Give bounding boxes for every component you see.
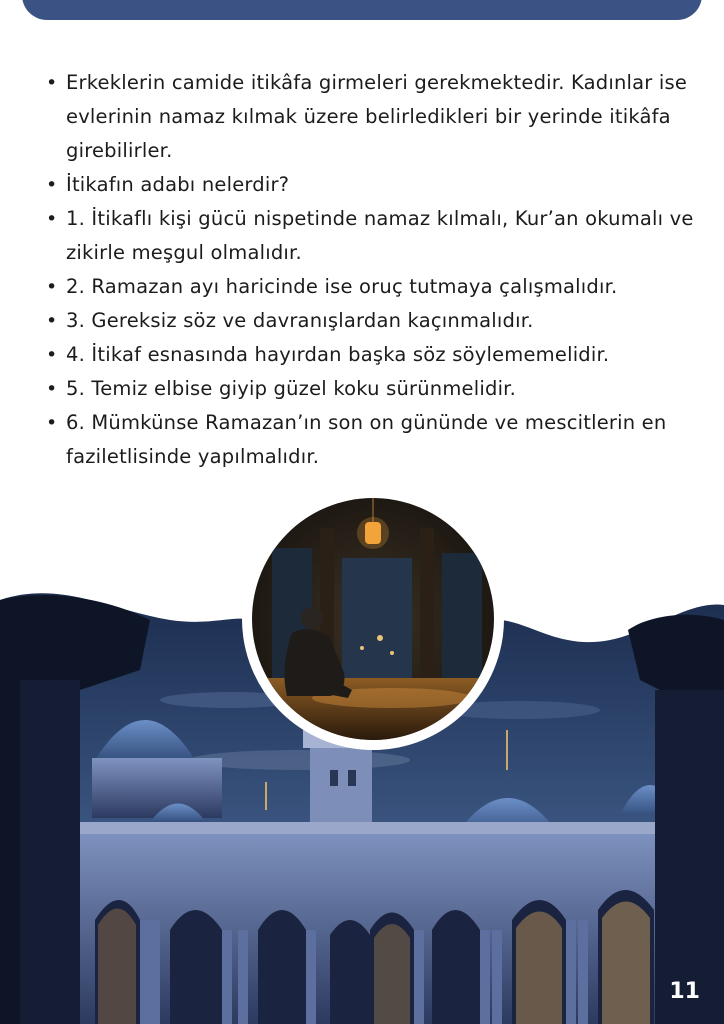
list-item-text: Erkeklerin camide itikâfa girmeleri gerekmektedir. Kadınlar ise evlerinin namaz kılmak üzere belirledikleri bir yerinde itikâfa girebilirler. bbox=[66, 71, 688, 162]
list-item-text: 2. Ramazan ayı haricinde ise oruç tutmaya çalışmalıdır. bbox=[66, 275, 618, 298]
text-content bbox=[46, 66, 706, 474]
bullet-dot: • bbox=[46, 208, 58, 230]
list-item-text: 6. Mümkünse Ramazan’ın son on gününde ve mescitlerin en faziletlisinde yapılmalıdır. bbox=[66, 411, 667, 468]
list-item bbox=[46, 66, 706, 168]
list-item-text: 3. Gereksiz söz ve davranışlardan kaçınmalıdır. bbox=[66, 309, 534, 332]
bullet-list bbox=[46, 66, 706, 474]
bullet-dot: • bbox=[46, 174, 58, 196]
bullet-dot: • bbox=[46, 344, 58, 366]
list-item bbox=[46, 372, 706, 406]
list-item bbox=[46, 338, 706, 372]
praying-man-portrait bbox=[242, 488, 504, 750]
bullet-dot: • bbox=[46, 72, 58, 94]
bullet-dot: • bbox=[46, 378, 58, 400]
list-item-text: 5. Temiz elbise giyip güzel koku sürünmelidir. bbox=[66, 377, 517, 400]
header-bar bbox=[22, 0, 702, 20]
list-item bbox=[46, 304, 706, 338]
list-item bbox=[46, 406, 706, 474]
bullet-dot: • bbox=[46, 310, 58, 332]
bullet-dot: • bbox=[46, 412, 58, 434]
page-number: 11 bbox=[669, 979, 700, 1004]
list-item-text: İtikafın adabı nelerdir? bbox=[66, 173, 290, 196]
list-item-text: 4. İtikaf esnasında hayırdan başka söz söylememelidir. bbox=[66, 343, 610, 366]
list-item bbox=[46, 168, 706, 202]
list-item bbox=[46, 202, 706, 270]
bullet-dot: • bbox=[46, 276, 58, 298]
list-item-text: 1. İtikaflı kişi gücü nispetinde namaz kılmalı, Kur’an okumalı ve zikirle meşgul olmalıdır. bbox=[66, 207, 694, 264]
list-item bbox=[46, 270, 706, 304]
